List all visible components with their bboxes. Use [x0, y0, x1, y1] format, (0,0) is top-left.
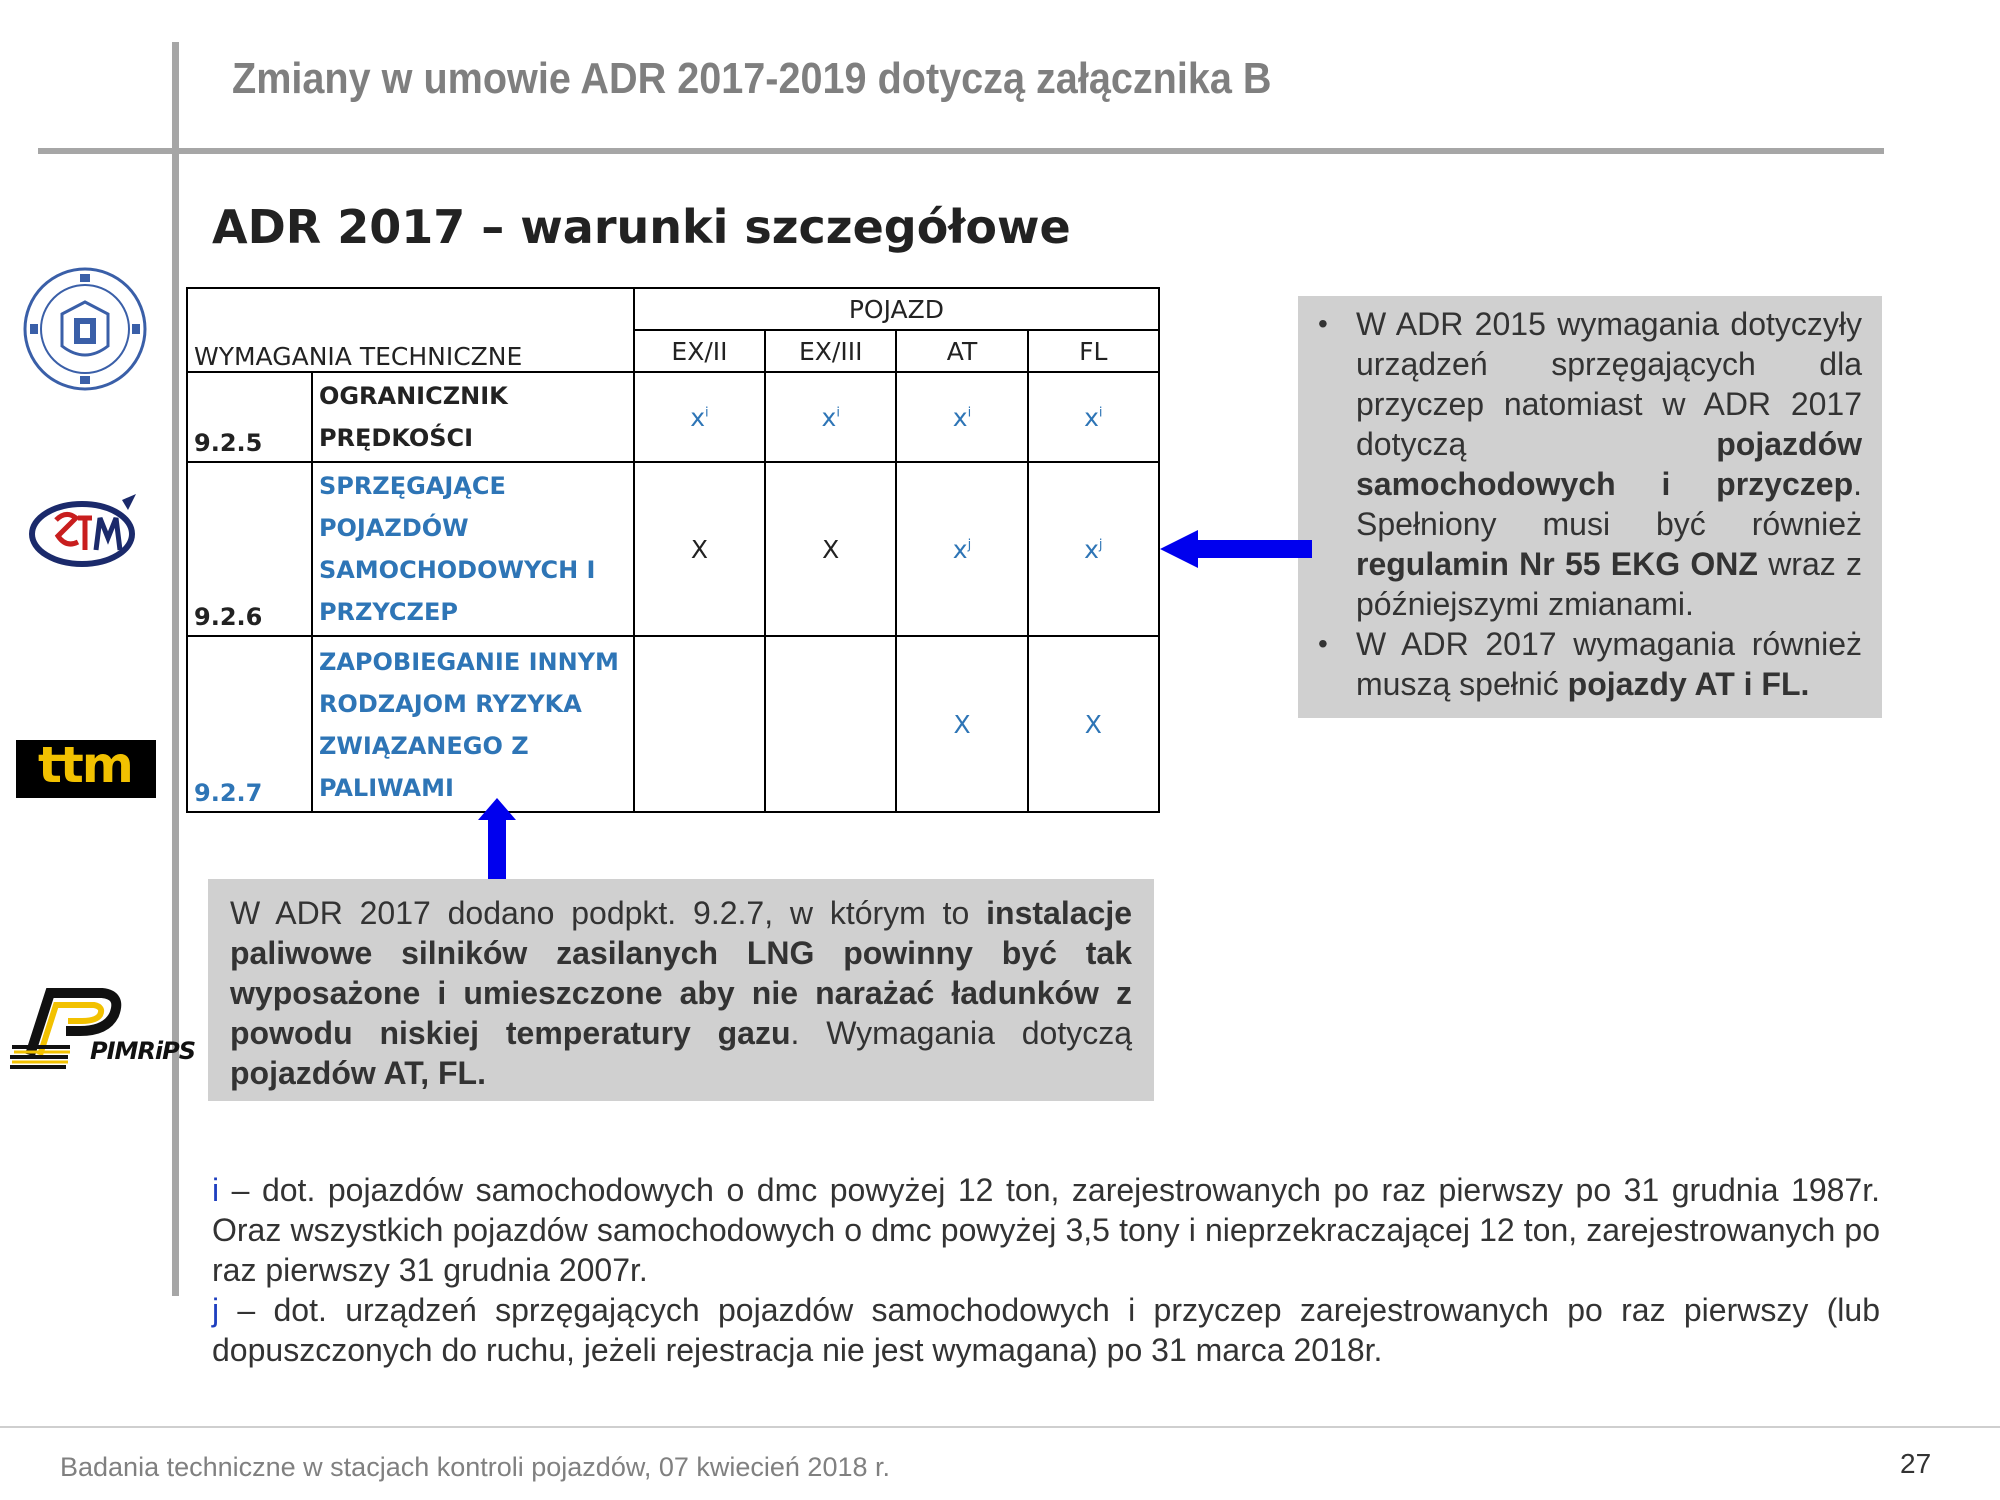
- ttm-logo-text: ttm: [38, 736, 132, 794]
- sitm-logo: [26, 490, 142, 574]
- arrow-left-icon: [1196, 540, 1312, 558]
- page-number: 27: [1900, 1448, 1932, 1479]
- header-horizontal-rule: [38, 148, 1884, 154]
- mark-cell: $x^j$: [896, 462, 1027, 636]
- table-col-at: AT: [896, 330, 1027, 372]
- pimrips-logo-text: PIMRiPS: [90, 1037, 195, 1065]
- mark-cell: X: [896, 636, 1027, 812]
- requirements-table: [186, 287, 1160, 807]
- info-bullet: • W ADR 2015 wymagania dotyczyły urządzeń sprzęgających dla przyczep natomiast w ADR 2017 dotyczą pojazdów samochodowych i przyczep. Spełniony musi być również regulamin Nr 55 EKG ONZ wraz z późniejszymi zmianami.: [1356, 304, 1862, 624]
- politechnika-poznanska-logo: [22, 266, 148, 392]
- table-col-fl: FL: [1028, 330, 1159, 372]
- table-row: [187, 462, 1159, 636]
- footnote-i: i – dot. pojazdów samochodowych o dmc powyżej 12 ton, zarejestrowanych po raz pierwszy po 31 grudnia 1987r. Oraz wszystkich pojazdów samochodowych o dmc powyżej 3,5 tony i nieprzekraczającej 12 ton, zarejestrowanych po raz pierwszy 31 grudnia 2007r.: [212, 1172, 1880, 1288]
- slide-subtitle: ADR 2017 – warunki szczegółowe: [212, 200, 1071, 254]
- footnote-j: j – dot. urządzeń sprzęgających pojazdów samochodowych i przyczep zarejestrowanych po raz pierwszy (lub dopuszczonych do ruchu, jeżeli rejestracja nie jest wymagana) po 31 marca 2018r.: [212, 1292, 1880, 1368]
- mark-cell: $x^i$: [1028, 372, 1159, 462]
- row-name: SPRZĘGAJĄCE POJAZDÓW SAMOCHODOWYCH I PRZYCZEP: [312, 462, 634, 636]
- table-row: [187, 636, 1159, 812]
- row-number: 9.2.6: [187, 462, 312, 636]
- mark-cell: X: [1028, 636, 1159, 812]
- mark-cell: $x^j$: [1028, 462, 1159, 636]
- row-name: ZAPOBIEGANIE INNYM RODZAJOM RYZYKA ZWIĄZANEGO Z PALIWAMI: [312, 636, 634, 812]
- arrow-left-head-icon: [1160, 530, 1198, 568]
- info-box-bottom: [208, 879, 1154, 1101]
- university-seal-icon: [22, 266, 148, 392]
- ttm-logo: [16, 736, 156, 798]
- mark-cell: $x^i$: [896, 372, 1027, 462]
- pimrips-logo: [10, 985, 195, 1073]
- mark-cell: X: [634, 462, 765, 636]
- footer-rule: [0, 1426, 2000, 1428]
- mark-cell: $x^i$: [765, 372, 896, 462]
- row-name: OGRANICZNIK PRĘDKOŚCI: [312, 372, 634, 462]
- row-number: 9.2.7: [187, 636, 312, 812]
- table-row: [187, 372, 1159, 462]
- sitm-emblem-icon: [26, 490, 142, 574]
- info-bullet: • W ADR 2017 wymagania również muszą spełnić pojazdy AT i FL.: [1356, 624, 1862, 704]
- table-header-requirements: WYMAGANIA TECHNICZNE: [187, 288, 634, 372]
- arrow-up-head-icon: [478, 798, 516, 820]
- page-title: Zmiany w umowie ADR 2017-2019 dotyczą załącznika B: [232, 54, 1272, 103]
- row-number: 9.2.5: [187, 372, 312, 462]
- table-col-ex3: EX/III: [765, 330, 896, 372]
- footer-text: Badania techniczne w stacjach kontroli pojazdów, 07 kwiecień 2018 r.: [60, 1452, 890, 1482]
- table-header-vehicle: POJAZD: [634, 288, 1159, 330]
- mark-cell: $x^i$: [634, 372, 765, 462]
- arrow-up-icon: [488, 818, 506, 888]
- left-vertical-rule: [172, 42, 179, 1296]
- mark-cell: [634, 636, 765, 812]
- table-col-ex2: EX/II: [634, 330, 765, 372]
- info-paragraph: W ADR 2017 dodano podpkt. 9.2.7, w którym to instalacje paliwowe silników zasilanych LNG powinny być tak wyposażone i umieszczone aby nie narażać ładunków z powodu niskiej temperatury gazu. Wymagania dotyczą pojazdów AT, FL.: [230, 895, 1133, 1091]
- info-box-right: [1298, 296, 1882, 718]
- mark-cell: [765, 636, 896, 812]
- mark-cell: X: [765, 462, 896, 636]
